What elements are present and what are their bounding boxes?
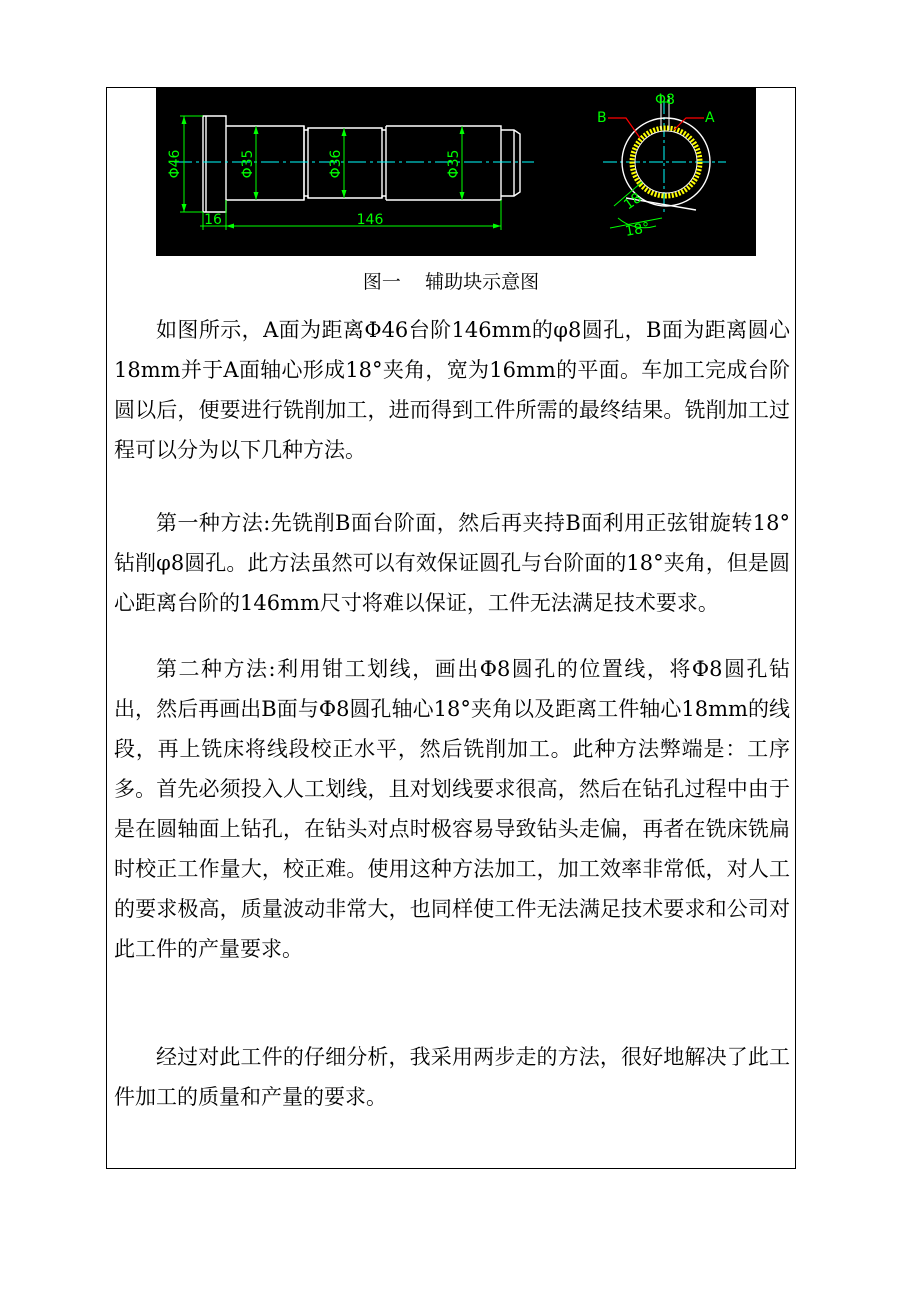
auxiliary-block-drawing — [156, 88, 756, 256]
dim-phi46: Φ46 — [167, 149, 183, 179]
label-phi8: Φ8 — [655, 92, 675, 108]
dim-phi35-left: Φ35 — [240, 149, 256, 179]
label-distance-18: 18 — [621, 189, 645, 214]
dim-length-146: 146 — [356, 212, 384, 228]
paragraph-conclusion: 经过对此工件的仔细分析，我采用两步走的方法，很好地解决了此工件加工的质量和产量的要求。 — [114, 1045, 790, 1109]
paragraph-intro: 如图所示，A面为距离Φ46台阶146mm的φ8圆孔，B面为距离圆心18mm并于A面轴心形成18°夹角，宽为16mm的平面。车加工完成台阶圆以后，便要进行铣削加工，进而得到工件所需的最终结果。铣削加工过程可以分为以下几种方法。 — [114, 318, 790, 462]
label-face-b: B — [597, 110, 607, 126]
dim-phi36: Φ36 — [328, 149, 344, 179]
figure-caption: 图一 辅助块示意图 — [362, 271, 540, 293]
paragraph-method-one: 第一种方法:先铣削B面台阶面，然后再夹持B面利用正弦钳旋转18°钻削φ8圆孔。此方法虽然可以有效保证圆孔与台阶面的18°夹角，但是圆心距离台阶的146mm尺寸将难以保证，工件无法满足技术要求。 — [114, 511, 790, 615]
label-angle-18: 18° — [623, 219, 652, 240]
dim-length-16: 16 — [204, 212, 222, 228]
dim-phi35-right: Φ35 — [446, 149, 462, 179]
label-face-a: A — [705, 110, 715, 126]
paragraph-method-two: 第二种方法:利用钳工划线，画出Φ8圆孔的位置线，将Φ8圆孔钻出，然后再画出B面与Φ8圆孔轴心18°夹角以及距离工件轴心18mm的线段，再上铣床将线段校正水平，然后铣削加工。此种方法弊端是：工序多。首先必须投入人工划线，且对划线要求很高，然后在钻孔过程中由于是在圆轴面上钻孔，在钻头对点时极容易导致钻头走偏，再者在铣床铣扁时校正工作量大，校正难。使用这种方法加工，加工效率非常低，对人工的要求极高，质量波动非常大，也同样使工件无法满足技术要求和公司对此工件的产量要求。 — [114, 657, 790, 961]
